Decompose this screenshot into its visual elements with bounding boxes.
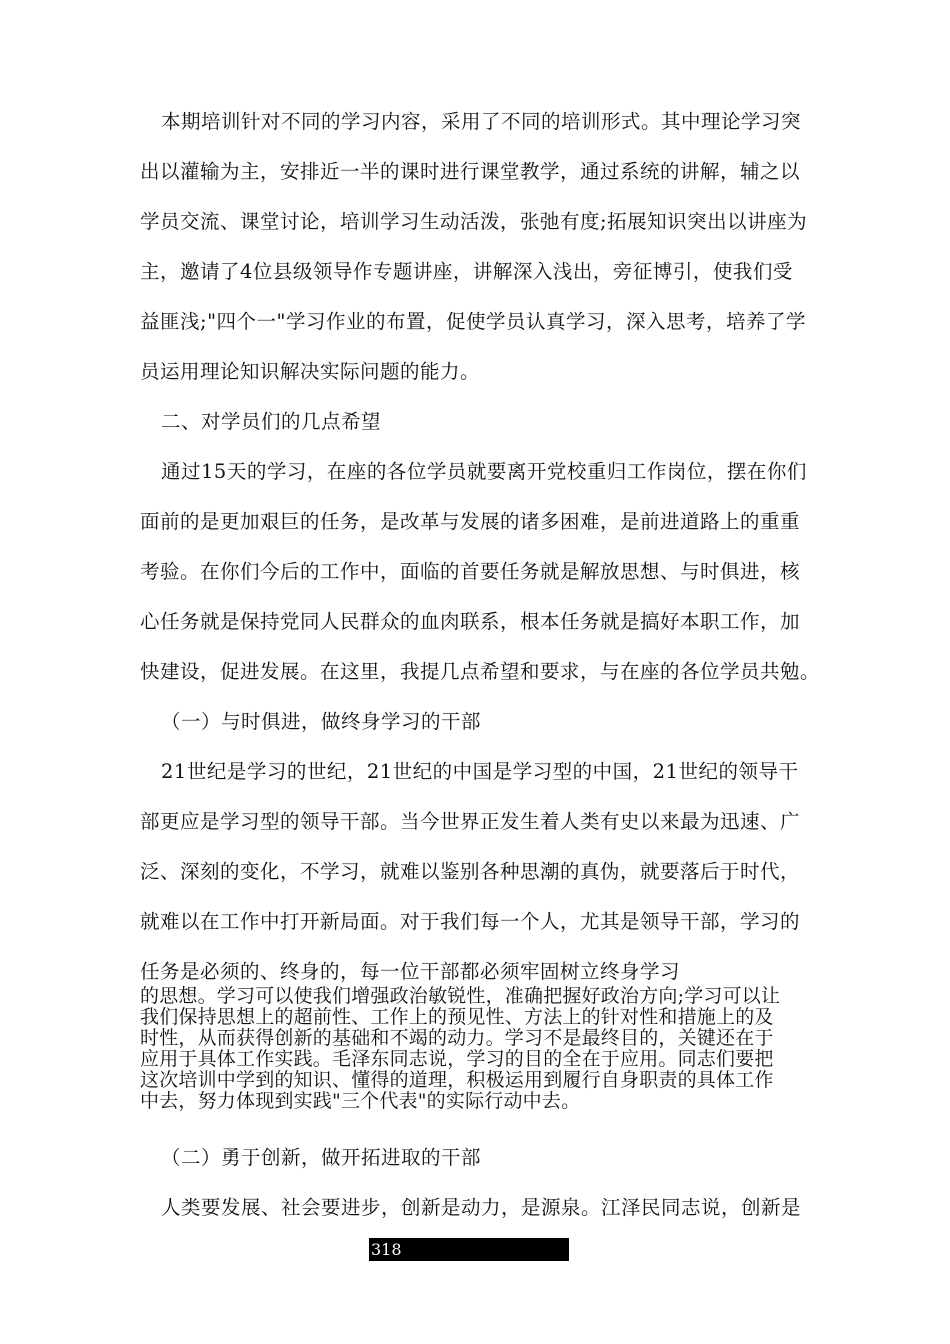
paragraph-2-line-2: 面前的是更加艰巨的任务，是改革与发展的诸多困难，是前进道路上的重重 xyxy=(140,510,801,533)
paragraph-2-line-5: 快建设，促进发展。在这里，我提几点希望和要求，与在座的各位学员共勉。 xyxy=(140,660,821,683)
paragraph-1-line-6: 员运用理论知识解决实际问题的能力。 xyxy=(140,360,481,383)
paragraph-3-line-3: 泛、深刻的变化，不学习，就难以鉴别各种思潮的真伪，就要落后于时代， xyxy=(140,860,801,883)
paragraph-1-line-1: 本期培训针对不同的学习内容，采用了不同的培训形式。其中理论学习突 xyxy=(161,110,802,133)
paragraph-3-cont-line-4: 应用于具体工作实践。毛泽东同志说，学习的目的全在于应用。同志们要把 xyxy=(140,1048,774,1070)
paragraph-3-cont-line-1: 的思想。学习可以使我们增强政治敏锐性，准确把握好政治方向;学习可以让 xyxy=(140,985,781,1007)
paragraph-2-line-3: 考验。在你们今后的工作中，面临的首要任务就是解放思想、与时俱进，核 xyxy=(140,560,801,583)
paragraph-3-line-4: 就难以在工作中打开新局面。对于我们每一个人，尤其是领导干部，学习的 xyxy=(140,910,801,933)
paragraph-3-cont-line-5: 这次培训中学到的知识、懂得的道理，积极运用到履行自身职责的具体工作 xyxy=(140,1069,774,1091)
paragraph-2-line-4: 心任务就是保持党同人民群众的血肉联系，根本任务就是搞好本职工作，加 xyxy=(140,610,801,633)
paragraph-3-line-2: 部更应是学习型的领导干部。当今世界正发生着人类有史以来最为迅速、广 xyxy=(140,810,801,833)
paragraph-3-continued xyxy=(140,986,830,1112)
page-number: 318 xyxy=(371,1240,402,1259)
paragraph-3-line-5: 任务是必须的、终身的，每一位干部都必须牢固树立终身学习 xyxy=(140,960,681,983)
paragraph-4-line-1: 人类要发展、社会要进步，创新是动力，是源泉。江泽民同志说，创新是 xyxy=(161,1196,802,1219)
subheading-2: （二）勇于创新，做开拓进取的干部 xyxy=(161,1146,482,1169)
paragraph-1-line-5: 益匪浅;"四个一"学习作业的布置，促使学员认真学习，深入思考，培养了学 xyxy=(140,310,807,333)
paragraph-2-line-1: 通过15天的学习，在座的各位学员就要离开党校重归工作岗位，摆在你们 xyxy=(161,460,807,483)
paragraph-3-cont-line-2: 我们保持思想上的超前性、工作上的预见性、方法上的针对性和措施上的及 xyxy=(140,1006,774,1028)
paragraph-3-line-1: 21世纪是学习的世纪，21世纪的中国是学习型的中国，21世纪的领导干 xyxy=(161,760,799,783)
paragraph-1-line-2: 出以灌输为主，安排近一半的课时进行课堂教学，通过系统的讲解，辅之以 xyxy=(140,160,801,183)
paragraph-1-line-3: 学员交流、课堂讨论，培训学习生动活泼，张弛有度;拓展知识突出以讲座为 xyxy=(140,210,808,233)
paragraph-1-line-4: 主，邀请了4位县级领导作专题讲座，讲解深入浅出，旁征博引，使我们受 xyxy=(140,260,793,283)
section-heading: 二、对学员们的几点希望 xyxy=(161,410,382,433)
subheading-1: （一）与时俱进，做终身学习的干部 xyxy=(161,710,482,733)
paragraph-3-cont-line-3: 时性，从而获得创新的基础和不竭的动力。学习不是最终目的，关键还在于 xyxy=(140,1027,774,1049)
paragraph-3-cont-line-6: 中去，努力体现到实践"三个代表"的实际行动中去。 xyxy=(140,1090,581,1112)
page-number-bar xyxy=(369,1238,569,1261)
